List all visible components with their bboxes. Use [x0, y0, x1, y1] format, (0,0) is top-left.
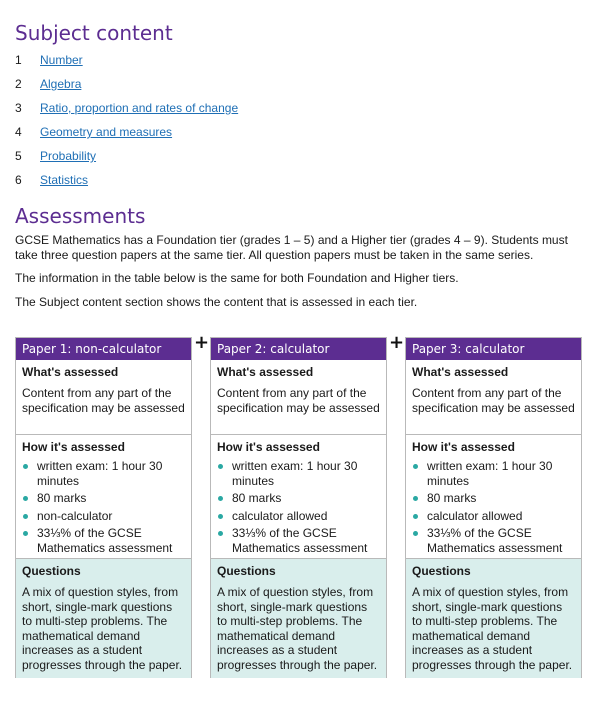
- section-text: Content from any part of the specification may be assessed: [217, 386, 380, 415]
- bullet-text: 80 marks: [37, 491, 87, 505]
- list-item: [15, 72, 238, 96]
- whats-assessed-section: [406, 360, 581, 434]
- whats-assessed-section: [16, 360, 191, 434]
- bullet-text: written exam: 1 hour 30 minutes: [232, 459, 358, 488]
- bullet-icon: [413, 464, 418, 469]
- paper-title: Paper 2: calculator: [211, 338, 386, 360]
- item-number: 3: [15, 101, 22, 115]
- bullet-icon: [23, 531, 28, 536]
- section-label: Questions: [217, 564, 276, 578]
- list-item: [22, 526, 185, 555]
- section-label: What's assessed: [22, 365, 119, 379]
- section-label: Questions: [412, 564, 471, 578]
- bullet-text: calculator allowed: [232, 508, 328, 523]
- list-item: [15, 144, 238, 168]
- list-item: [217, 526, 380, 555]
- intro-paragraph: GCSE Mathematics has a Foundation tier (grades 1 – 5) and a Higher tier (grades 4 – 9). Students must take three question papers at the same tier. All question papers must be taken in the same series.: [15, 233, 568, 262]
- bullet-icon: [413, 514, 418, 519]
- item-number: 4: [15, 125, 22, 139]
- section-label: How it's assessed: [217, 440, 320, 454]
- list-item: [412, 526, 575, 555]
- section-label: How it's assessed: [412, 440, 515, 454]
- list-item: [22, 491, 185, 506]
- paper-3-card: [405, 337, 582, 678]
- bullet-icon: [23, 514, 28, 519]
- list-item: [412, 509, 575, 524]
- subject-content-list: [15, 48, 238, 192]
- plus-icon: +: [194, 332, 210, 353]
- subject-content-heading: Subject content: [15, 21, 173, 45]
- bullet-text: written exam: 1 hour 30 minutes: [37, 459, 163, 488]
- how-assessed-section: [211, 434, 386, 558]
- list-item: [217, 459, 380, 488]
- bullet-icon: [218, 514, 223, 519]
- item-number: 1: [15, 53, 22, 67]
- whats-assessed-section: [211, 360, 386, 434]
- section-text: A mix of question styles, from short, single-mark questions to multi-step problems. The mathematical demand increases as a student progresses through the paper.: [412, 585, 573, 672]
- link-probability[interactable]: Probability: [40, 149, 97, 163]
- link-algebra[interactable]: Algebra: [40, 77, 82, 91]
- plus-icon: +: [389, 332, 405, 353]
- tiers-paragraph: The information in the table below is the same for both Foundation and Higher tiers.: [15, 271, 459, 285]
- section-label: What's assessed: [412, 365, 509, 379]
- how-assessed-section: [16, 434, 191, 558]
- item-number: 2: [15, 77, 22, 91]
- section-label: What's assessed: [217, 365, 314, 379]
- item-number: 6: [15, 173, 22, 187]
- bullet-text: 33⅓% of the GCSE Mathematics assessment: [37, 526, 173, 555]
- questions-section: [211, 558, 386, 678]
- list-item: [22, 509, 185, 524]
- list-item: [22, 459, 185, 488]
- section-text: Content from any part of the specification may be assessed: [22, 386, 185, 415]
- paper-title: Paper 1: non-calculator: [16, 338, 191, 360]
- paper-2-card: [210, 337, 387, 678]
- bullet-icon: [218, 531, 223, 536]
- bullet-text: non-calculator: [37, 508, 113, 523]
- bullet-icon: [218, 496, 223, 501]
- bullet-icon: [413, 531, 418, 536]
- list-item: [15, 120, 238, 144]
- link-geometry[interactable]: Geometry and measures: [40, 125, 173, 139]
- section-text: A mix of question styles, from short, single-mark questions to multi-step problems. The mathematical demand increases as a student progresses through the paper.: [217, 585, 378, 672]
- assessments-heading: Assessments: [15, 204, 146, 228]
- section-text: Content from any part of the specification may be assessed: [412, 386, 575, 415]
- link-ratio[interactable]: Ratio, proportion and rates of change: [40, 101, 239, 115]
- bullet-text: calculator allowed: [427, 508, 523, 523]
- list-item: [217, 509, 380, 524]
- bullet-icon: [413, 496, 418, 501]
- bullet-text: 80 marks: [427, 491, 477, 505]
- list-item: [412, 459, 575, 488]
- list-item: [15, 96, 238, 120]
- list-item: [15, 168, 238, 192]
- list-item: [217, 491, 380, 506]
- section-label: How it's assessed: [22, 440, 125, 454]
- bullet-text: 80 marks: [232, 491, 282, 505]
- how-assessed-section: [406, 434, 581, 558]
- questions-section: [406, 558, 581, 678]
- section-label: Questions: [22, 564, 81, 578]
- bullet-text: 33⅓% of the GCSE Mathematics assessment: [427, 526, 563, 555]
- bullet-icon: [23, 496, 28, 501]
- item-number: 5: [15, 149, 22, 163]
- paper-1-card: [15, 337, 192, 678]
- bullet-icon: [218, 464, 223, 469]
- paper-title: Paper 3: calculator: [406, 338, 581, 360]
- bullet-text: 33⅓% of the GCSE Mathematics assessment: [232, 526, 368, 555]
- link-statistics[interactable]: Statistics: [40, 173, 89, 187]
- link-number[interactable]: Number: [40, 53, 83, 67]
- subject-content-paragraph: The Subject content section shows the content that is assessed in each tier.: [15, 295, 418, 309]
- section-text: A mix of question styles, from short, single-mark questions to multi-step problems. The mathematical demand increases as a student progresses through the paper.: [22, 585, 183, 672]
- questions-section: [16, 558, 191, 678]
- bullet-icon: [23, 464, 28, 469]
- bullet-text: written exam: 1 hour 30 minutes: [427, 459, 553, 488]
- list-item: [412, 491, 575, 506]
- list-item: [15, 48, 238, 72]
